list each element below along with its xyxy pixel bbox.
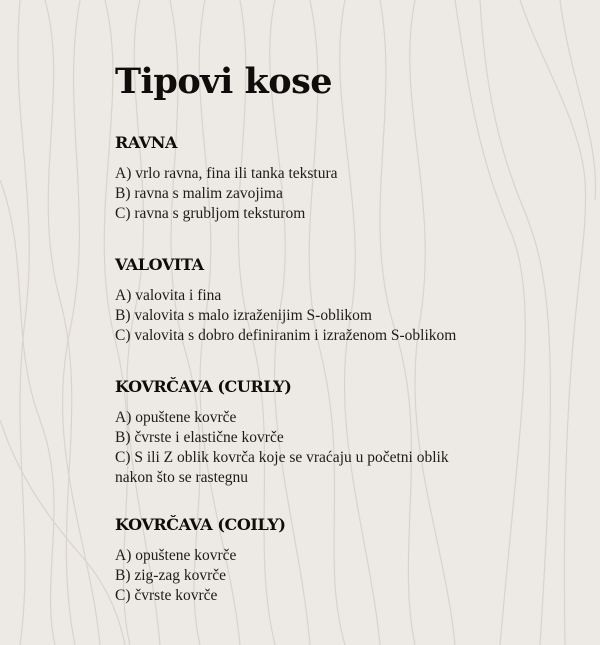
- list-item: A) opuštene kovrče: [115, 409, 237, 426]
- section-ravna: [115, 132, 585, 224]
- list-item: A) valovita i fina: [115, 287, 222, 304]
- list-item: C) ravna s grubljom teksturom: [115, 205, 306, 222]
- list-item: B) ravna s malim zavojima: [115, 185, 283, 202]
- section-heading: KOVRČAVA (COILY): [115, 515, 286, 534]
- list-item: C) čvrste kovrče: [115, 587, 218, 604]
- section-heading: VALOVITA: [115, 255, 204, 274]
- page-title: Tipovi kose: [115, 61, 333, 102]
- section-kovrcava-coily: [115, 514, 585, 606]
- list-item: C) S ili Z oblik kovrča koje se vraćaju u početni oblik nakon što se rastegnu: [115, 449, 449, 486]
- list-item: B) čvrste i elastične kovrče: [115, 429, 284, 446]
- section-kovrcava-curly: [115, 376, 585, 488]
- section-heading: KOVRČAVA (CURLY): [115, 377, 292, 396]
- section-valovita: [115, 254, 585, 346]
- list-item: B) valovita s malo izraženijim S-oblikom: [115, 307, 372, 324]
- section-heading: RAVNA: [115, 133, 178, 152]
- content-area: [115, 58, 585, 630]
- list-item: B) zig-zag kovrče: [115, 567, 227, 584]
- list-item: C) valovita s dobro definiranim i izraženom S-oblikom: [115, 327, 457, 344]
- list-item: A) opuštene kovrče: [115, 547, 237, 564]
- list-item: A) vrlo ravna, fina ili tanka tekstura: [115, 165, 338, 182]
